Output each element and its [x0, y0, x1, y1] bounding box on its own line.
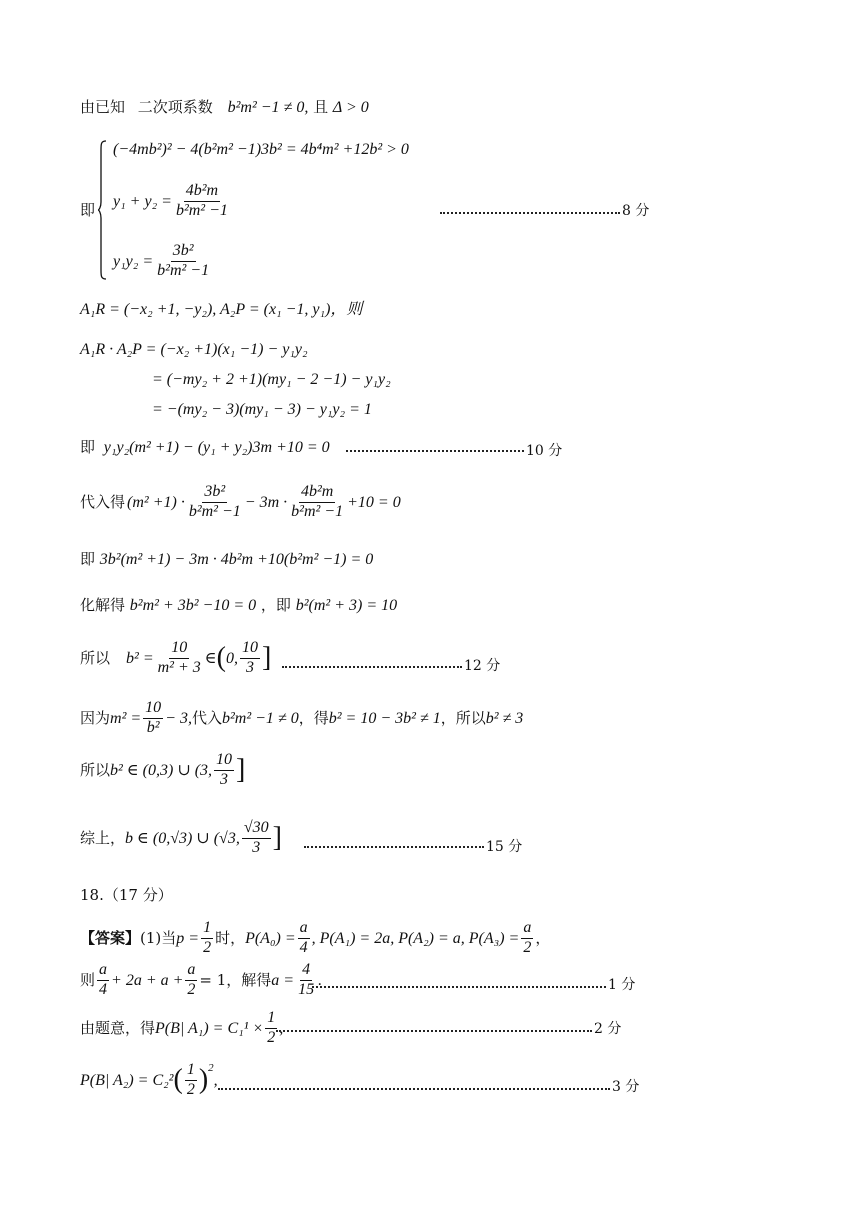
system-eq3-den: b²m² −1 — [157, 262, 210, 280]
substitute-num1: 3b² — [202, 484, 227, 503]
simplify-line — [80, 596, 397, 615]
sum-end: = 1，解得 — [199, 971, 272, 990]
score-1: 1 分 — [608, 977, 636, 993]
system-block — [80, 140, 409, 280]
substitute-den1: b²m² −1 — [188, 502, 241, 520]
substitute-part2: − 3m · — [244, 493, 288, 511]
sum-mid: + 2a + a + — [111, 971, 184, 989]
range12-open: ( — [216, 642, 226, 674]
conclusion-prefix: 综上， — [80, 829, 126, 848]
pb1-num: 1 — [265, 1010, 277, 1029]
substitute-line — [80, 484, 401, 521]
system-brace — [97, 140, 409, 280]
answer-pa-end: ， — [535, 929, 551, 948]
dot-leader — [276, 1018, 592, 1032]
substitute-num2: 4b²m — [299, 484, 335, 503]
because-frac — [143, 700, 163, 737]
sum-frac1 — [97, 962, 109, 999]
range12-frac — [156, 640, 203, 677]
sum-num1: a — [97, 962, 109, 981]
pb1-end: , — [279, 1019, 284, 1037]
q18-pb2-line — [80, 1062, 218, 1099]
pb1-expr: P(B| A₁) = C₁¹ × — [155, 1019, 264, 1037]
step10-expr: y₁y₂(m² +1) − (y₁ + y₂)3m +10 = 0 — [103, 439, 330, 456]
because-prefix: 因为 — [80, 709, 111, 728]
substitute-prefix: 代入得 — [80, 493, 126, 512]
score-8: 8 分 — [622, 203, 650, 219]
answer-p-den: 2 — [203, 938, 212, 956]
intro-line — [80, 98, 369, 117]
pb2-expr: P(B| A₂) = C₂² — [80, 1071, 174, 1089]
because-expr1: b²m² −1 ≠ 0 — [221, 709, 299, 727]
so-hi-den: 3 — [220, 770, 229, 788]
sum-den2: 2 — [187, 980, 196, 998]
intro-label: 二次项系数 — [137, 98, 213, 116]
vectors-line — [80, 300, 362, 319]
dot-leader — [346, 438, 524, 452]
score-3: 3 分 — [612, 1079, 640, 1095]
step10-line — [80, 438, 330, 457]
q18-sum-line — [80, 962, 322, 999]
system-eq2-left: y₁ + y₂ = — [113, 192, 172, 210]
simplify-mid: ，即 — [260, 596, 291, 614]
simplify-expr1: b²m² + 3b² −10 = 0 — [129, 597, 257, 614]
dot-product-3-text: = −(my₂ − 3)(my₁ − 3) − y₁y₂ = 1 — [152, 401, 372, 418]
system-eq3-num: 3b² — [171, 243, 196, 262]
answer-pa-mid: , P(A₁) = 2a, P(A₂) = a, P(A₃) = — [311, 929, 520, 947]
so-close: ] — [236, 754, 246, 786]
dot-product-2-text: = (−my₂ + 2 +1)(my₁ − 2 −1) − y₁y₂ — [152, 371, 391, 388]
range12-den: m² + 3 — [157, 658, 201, 676]
pb2-end: , — [213, 1071, 218, 1089]
because-word3: ，所以 — [440, 709, 486, 728]
answer-pa3-den: 2 — [523, 938, 532, 956]
expand-expr: 3b²(m² +1) − 3m · 4b²m +10(b²m² −1) = 0 — [99, 551, 374, 568]
sum-a-num: 4 — [300, 962, 312, 981]
range12-close: ] — [261, 642, 272, 674]
q18-title-text: 18.（17 分） — [80, 886, 173, 904]
substitute-frac1 — [187, 484, 243, 521]
answer-part: (1)当 — [140, 929, 177, 948]
substitute-part3: +10 = 0 — [347, 493, 401, 511]
dot-leader — [282, 654, 462, 668]
score-12: 12 分 — [464, 658, 501, 674]
pb2-frac — [185, 1062, 197, 1099]
system-prefix: 即 — [80, 201, 96, 219]
intro-and: 且 — [313, 98, 329, 116]
range12-in: ∈ — [204, 649, 217, 667]
simplify-prefix: 化解得 — [80, 596, 126, 614]
dot-product-2 — [152, 370, 391, 389]
system-eq1: (−4mb²)² − 4(b²m² −1)3b² = 4b⁴m² +12b² > 0 — [113, 141, 409, 158]
conclusion-hi-num: √30 — [242, 820, 271, 839]
pb2-den: 2 — [186, 1080, 195, 1098]
answer-tag: 【答案】 — [80, 929, 141, 948]
range12-left: b² = — [126, 649, 154, 667]
sum-a-den: 15 — [298, 980, 315, 998]
answer-p-num: 1 — [201, 920, 213, 939]
conclusion-close: ] — [272, 822, 282, 854]
sum-den1: 4 — [99, 980, 108, 998]
answer-p-when: 时， — [215, 929, 246, 948]
because-rest1: − 3, — [165, 709, 192, 727]
range12-hi-num: 10 — [240, 640, 260, 659]
because-word1: 代入 — [191, 709, 222, 728]
range12-line — [80, 640, 271, 677]
system-eq3-left: y₁y₂ = — [113, 253, 154, 271]
system-eq2-den: b²m² −1 — [175, 201, 228, 219]
dot-leader — [304, 834, 484, 848]
answer-pa3-num: a — [521, 920, 533, 939]
pb2-close-paren: ) — [198, 1064, 209, 1096]
conclusion-lo: √3, — [219, 829, 240, 847]
sum-a-left: a = — [271, 971, 295, 989]
system-eq2-frac — [174, 183, 230, 220]
pb2-exp: 2 — [208, 1062, 214, 1074]
sum-num2: a — [185, 962, 197, 981]
because-left: m² = — [110, 709, 142, 727]
system-eq2-num: 4b²m — [184, 183, 220, 202]
because-line — [80, 700, 523, 737]
answer-pa0: P(A₀) = — [245, 929, 296, 947]
score-10: 10 分 — [526, 443, 563, 459]
answer-pa3-frac — [521, 920, 533, 957]
answer-pa0-num: a — [298, 920, 310, 939]
so-hi-frac — [214, 752, 234, 789]
conclusion-hi-frac — [242, 820, 271, 857]
so-hi-num: 10 — [214, 752, 234, 771]
because-word2: ，得 — [298, 709, 329, 728]
range12-hi-frac — [240, 640, 260, 677]
so-line — [80, 752, 245, 789]
pb2-num: 1 — [185, 1062, 197, 1081]
q18-title — [80, 886, 173, 904]
step10-prefix: 即 — [80, 438, 96, 456]
conclusion-expr: b ∈ (0,√3) ∪ ( — [125, 829, 220, 847]
substitute-part1: (m² +1) · — [127, 493, 185, 511]
range12-num: 10 — [169, 640, 189, 659]
expand-line — [80, 550, 373, 569]
dot-leader — [312, 974, 606, 988]
dot-product-3 — [152, 400, 372, 419]
score-15: 15 分 — [486, 839, 523, 855]
because-num: 10 — [143, 700, 163, 719]
vectors-def: A₁R = (−x₂ +1, −y₂), A₂P = (x₁ −1, y₁)，则 — [80, 301, 363, 318]
sum-frac2 — [185, 962, 197, 999]
dot-leader — [440, 200, 620, 214]
because-den: b² — [146, 718, 160, 736]
answer-p-left: p = — [176, 929, 200, 947]
pb1-den: 2 — [267, 1028, 276, 1046]
dot-product-1 — [80, 340, 308, 359]
range12-lo: 0, — [225, 649, 238, 667]
dot-leader — [218, 1076, 610, 1090]
substitute-den2: b²m² −1 — [291, 502, 344, 520]
intro-cond: Δ > 0 — [332, 99, 369, 116]
so-expr: b² ∈ (0,3) ∪ ( — [110, 761, 201, 779]
intro-prefix: 由已知 — [80, 98, 126, 116]
substitute-frac2 — [289, 484, 345, 521]
conclusion-line — [80, 820, 282, 857]
dot-product-1-text: A₁R · A₂P = (−x₂ +1)(x₁ −1) − y₁y₂ — [80, 341, 308, 358]
so-lo: 3, — [200, 761, 213, 779]
range12-prefix: 所以 — [80, 649, 111, 668]
score-2: 2 分 — [594, 1021, 622, 1037]
left-brace-icon — [97, 140, 107, 280]
intro-expr: b²m² −1 ≠ 0, — [227, 99, 309, 116]
q18-pb1-line — [80, 1010, 283, 1047]
answer-p-frac — [201, 920, 213, 957]
pb1-from: 由题意，得 — [80, 1019, 156, 1038]
answer-pa0-frac — [298, 920, 310, 957]
system-eq3-frac — [155, 243, 211, 280]
because-expr2: b² = 10 − 3b² ≠ 1 — [328, 709, 441, 727]
because-expr3: b² ≠ 3 — [485, 709, 524, 727]
simplify-expr2: b²(m² + 3) = 10 — [295, 597, 398, 614]
sum-a-end: . — [318, 971, 323, 989]
system-eq2 — [113, 183, 409, 220]
sum-then: 则 — [80, 971, 96, 990]
expand-prefix: 即 — [80, 550, 96, 568]
conclusion-hi-den: 3 — [252, 838, 261, 856]
range12-hi-den: 3 — [245, 658, 254, 676]
q18-answer-line — [80, 920, 550, 957]
answer-pa0-den: 4 — [299, 938, 308, 956]
system-eq3 — [113, 243, 409, 280]
so-prefix: 所以 — [80, 761, 111, 780]
pb2-open-paren: ( — [173, 1064, 183, 1096]
